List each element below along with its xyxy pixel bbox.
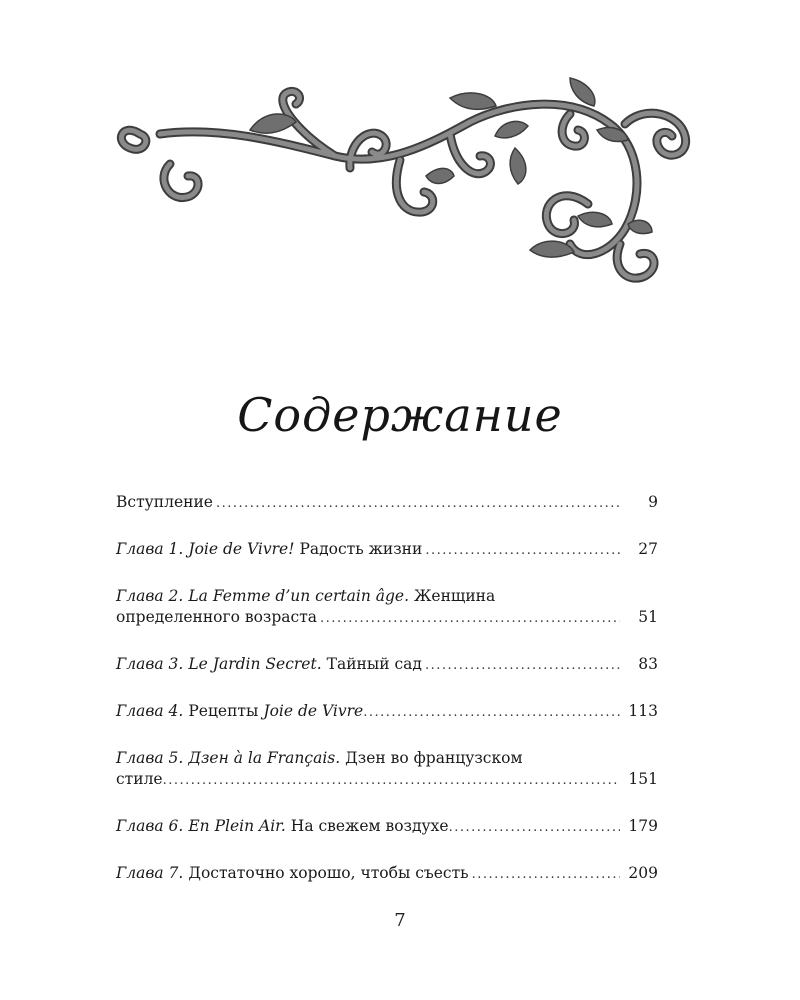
chapter-italic-title: Joie de Vivre bbox=[263, 702, 364, 720]
toc-entry-text: Рецепты bbox=[188, 702, 259, 720]
chapter-label: Глава 2. bbox=[116, 587, 184, 605]
toc-page-number: 113 bbox=[628, 702, 658, 720]
dot-leader bbox=[320, 608, 620, 629]
chapter-label: Глава 1. bbox=[116, 540, 184, 558]
toc-page-number: 27 bbox=[638, 540, 658, 558]
dot-leader bbox=[472, 864, 620, 885]
toc-page-number: 151 bbox=[628, 770, 658, 788]
chapter-label: Глава 4. bbox=[116, 702, 184, 720]
chapter-label: Глава 3. bbox=[116, 655, 184, 673]
toc-entry-chapter-4[interactable] bbox=[116, 701, 658, 723]
toc-entry-text-continued: стиле bbox=[116, 770, 163, 788]
toc-entry-chapter-7[interactable] bbox=[116, 863, 658, 885]
chapter-italic-title: Дзен à la Français. bbox=[188, 749, 341, 767]
toc-entry-text: На свежем воздухе bbox=[290, 817, 449, 835]
toc-entry-text: Вступление bbox=[116, 493, 213, 511]
toc-entry-chapter-1[interactable] bbox=[116, 539, 658, 561]
dot-leader bbox=[363, 702, 620, 723]
dot-leader bbox=[425, 655, 620, 676]
toc-page-number: 83 bbox=[638, 655, 658, 673]
chapter-label: Глава 5. bbox=[116, 749, 184, 767]
dot-leader bbox=[449, 817, 620, 838]
chapter-italic-title: Joie de Vivre! bbox=[188, 540, 295, 558]
chapter-label: Глава 7. bbox=[116, 864, 184, 882]
toc-entry-chapter-3[interactable] bbox=[116, 654, 658, 676]
vine-swirl-ornament-icon bbox=[100, 64, 710, 294]
toc-entry-text: Тайный сад bbox=[326, 655, 422, 673]
chapter-italic-title: La Femme d’un certain âge. bbox=[188, 587, 409, 605]
page-title: Содержание bbox=[237, 388, 563, 442]
toc-page-number: 9 bbox=[648, 493, 658, 511]
toc-entry-text: Радость жизни bbox=[299, 540, 423, 558]
toc-page-number: 209 bbox=[628, 864, 658, 882]
toc-entry-text: Дзен во французском bbox=[345, 749, 523, 767]
toc-entry-text-continued: определенного возраста bbox=[116, 608, 318, 626]
dot-leader bbox=[163, 770, 620, 791]
dot-leader bbox=[425, 540, 620, 561]
page-number: 7 bbox=[394, 910, 406, 931]
toc-entry-text: Женщина bbox=[414, 587, 496, 605]
toc-entry-chapter-2[interactable] bbox=[116, 586, 658, 629]
chapter-italic-title: En Plein Air. bbox=[188, 817, 286, 835]
chapter-italic-title: Le Jardin Secret. bbox=[188, 655, 322, 673]
toc-entry-chapter-6[interactable] bbox=[116, 816, 658, 838]
toc-page-number: 51 bbox=[638, 608, 658, 626]
toc-entry-chapter-5[interactable] bbox=[116, 748, 658, 791]
table-of-contents bbox=[116, 492, 658, 910]
dot-leader bbox=[216, 493, 620, 514]
chapter-label: Глава 6. bbox=[116, 817, 184, 835]
toc-entry-introduction[interactable] bbox=[116, 492, 658, 514]
toc-page-number: 179 bbox=[628, 817, 658, 835]
toc-entry-text: Достаточно хорошо, чтобы съесть bbox=[188, 864, 469, 882]
